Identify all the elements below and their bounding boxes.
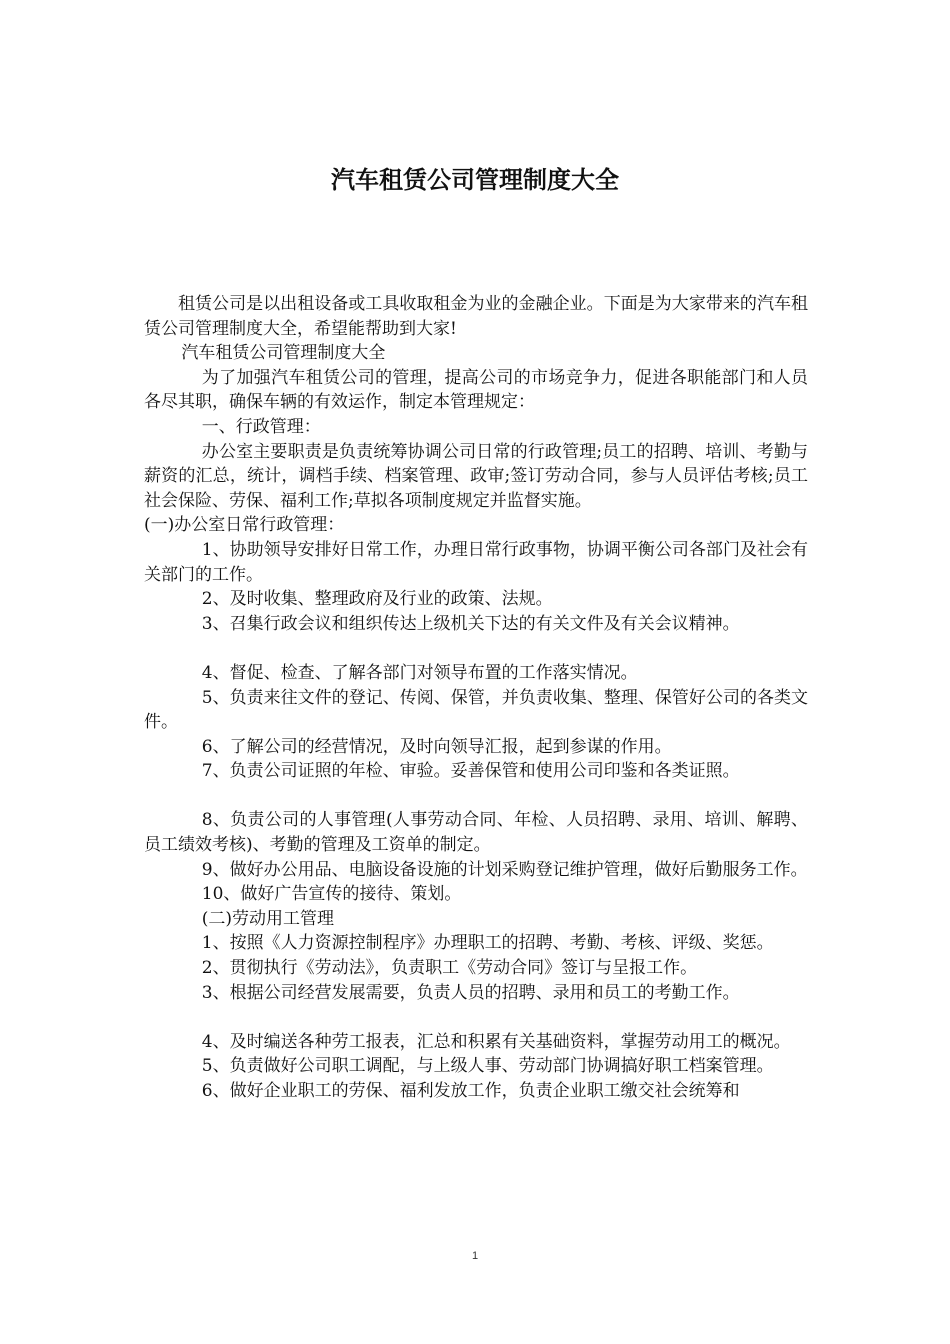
list-item: 10、做好广告宣传的接待、策划。: [201, 884, 462, 905]
list-item: 5、负责做好公司职工调配，与上级人事、劳动部门协调搞好职工档案管理。: [201, 1056, 774, 1077]
page-number: 1: [471, 1250, 479, 1262]
list-item: 4、及时编送各种劳工报表，汇总和积累有关基础资料，掌握劳动用工的概况。: [201, 1031, 791, 1052]
list-item: 5、负责来往文件的登记、传阅、保管，并负责收集、整理、保管好公司的各类文件。: [144, 687, 808, 733]
document-body: [144, 292, 808, 1104]
subsection-heading: (一)办公室日常行政管理：: [144, 515, 345, 536]
list-item: 8、负责公司的人事管理(人事劳动合同、年检、人员招聘、录用、培训、解聘、员工绩效考核)、考勤的管理及工资单的制定。: [144, 810, 808, 856]
list-item: 1、按照《人力资源控制程序》办理职工的招聘、考勤、考核、评级、奖惩。: [201, 933, 774, 954]
intro-paragraph: 租赁公司是以出租设备或工具收取租金为业的金融企业。下面是为大家带来的汽车租赁公司管理制度大全，希望能帮助到大家!: [144, 294, 808, 339]
list-item: 9、做好办公用品、电脑设备设施的计划采购登记维护管理，做好后勤服务工作。: [201, 859, 808, 880]
subtitle-paragraph: 汽车租赁公司管理制度大全: [181, 343, 386, 364]
list-item: 3、召集行政会议和组织传达上级机关下达的有关文件及有关会议精神。: [201, 613, 740, 634]
list-item: 6、做好企业职工的劳保、福利发放工作，负责企业职工缴交社会统筹和: [201, 1081, 740, 1101]
list-item: 1、协助领导安排好日常工作，办理日常行政事物，协调平衡公司各部门及社会有关部门的工作。: [144, 539, 808, 585]
purpose-paragraph: 为了加强汽车租赁公司的管理，提高公司的市场竞争力，促进各职能部门和人员各尽其职，确保车辆的有效运作，制定本管理规定：: [144, 367, 808, 413]
list-item: 7、负责公司证照的年检、审验。妥善保管和使用公司印鉴和各类证照。: [201, 761, 740, 782]
list-item: 4、督促、检查、了解各部门对领导布置的工作落实情况。: [201, 662, 638, 683]
section-heading: 一、行政管理：: [201, 416, 321, 437]
list-item: 3、根据公司经营发展需要，负责人员的招聘、录用和员工的考勤工作。: [201, 982, 740, 1003]
subsection-heading: (二)劳动用工管理: [201, 908, 335, 929]
page-title: 汽车租赁公司管理制度大全: [331, 166, 619, 194]
duties-paragraph: 办公室主要职责是负责统筹协调公司日常的行政管理;员工的招聘、培训、考勤与薪资的汇总，统计，调档手续、档案管理、政审;签订劳动合同，参与人员评估考核;员工社会保险、劳保、福利工作;草拟各项制度规定并监督实施。: [144, 441, 808, 511]
list-item: 2、贯彻执行《劳动法》，负责职工《劳动合同》签订与呈报工作。: [201, 958, 698, 979]
list-item: 2、及时收集、整理政府及行业的政策、法规。: [201, 589, 553, 610]
list-item: 6、了解公司的经营情况，及时向领导汇报，起到参谋的作用。: [201, 736, 672, 757]
